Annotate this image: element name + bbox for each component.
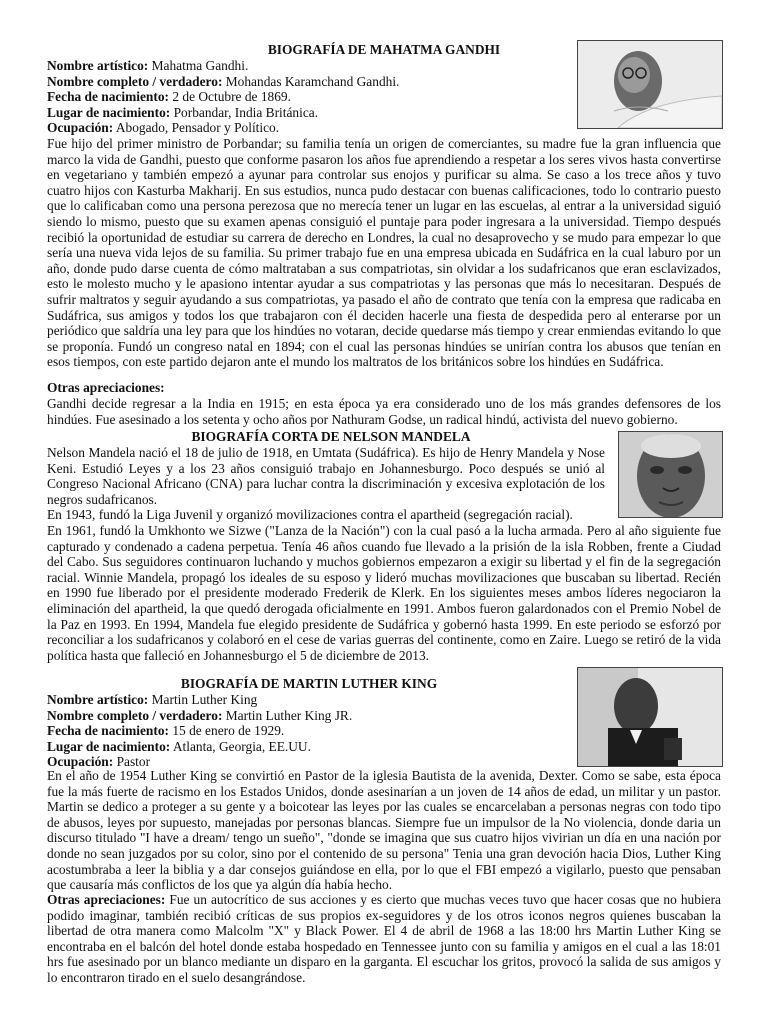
gandhi-field-full-name bbox=[47, 74, 571, 90]
field-value: Mohandas Karamchand Gandhi. bbox=[222, 73, 400, 89]
field-label: Ocupación: bbox=[47, 120, 114, 136]
gandhi-other-body: Gandhi decide regresar a la India en 1915; en esta época ya era considerado uno de los más grandes defensores de los hindúes. Fue asesinado a los setenta y ocho años por Nathuram Godse, un radical hindú, activista del nuevo gobierno. bbox=[47, 396, 721, 427]
mandela-title: BIOGRAFÍA CORTA DE NELSON MANDELA bbox=[191, 429, 471, 444]
gandhi-fields bbox=[47, 58, 571, 136]
mlk-field-stage-name bbox=[47, 692, 571, 708]
mlk-title: BIOGRAFÍA DE MARTIN LUTHER KING bbox=[180, 676, 438, 691]
field-label: Nombre completo / verdadero: bbox=[47, 73, 223, 89]
mlk-other-body: Fue un autocrítico de sus acciones y es cierto que muchas veces tuvo que hacer cosas que no hubiera podido imaginar, también recibió críticas de sus propios ex-seguidores y de los otros iconos negros quienes buscaban la libertad de otra manera como Malcolm "X" y Black Power. El 4 de abril de 1968 a las 18:00 hrs Martin Luther King se encontraba en el balcón del hotel donde estaba hospedado en Tennessee junto con su familia y amigos en el cual a las 18:01 hrs fue asesinado por un blanco mediante un disparo en la garganta. El escuchar los gritos, provocó la salida de sus amigos y lo encontraron tirado en el suelo desangrándose. bbox=[47, 892, 721, 985]
mandela-portrait bbox=[618, 431, 723, 518]
mandela-p2: En 1943, fundó la Liga Juvenil y organizó movilizaciones contra el apartheid (segregación racial). bbox=[47, 507, 573, 522]
field-value: 2 de Octubre de 1869. bbox=[168, 89, 291, 105]
field-value: Porbandar, India Británica. bbox=[170, 104, 319, 120]
mandela-p1: Nelson Mandela nació el 18 de julio de 1918, en Umtata (Sudáfrica). Es hijo de Henry Mandela y Nose Keni. Estudió Leyes y a los 23 años consiguió trabajo en Johannesburgo. Poco después se unió al Congreso Nacional Africano (CNA) para luchar contra la discriminación y excesiva explotación de los negros sudafricanos. bbox=[47, 445, 605, 507]
gandhi-body: Fue hijo del primer ministro de Porbandar; su familia tenía un origen de comerciantes, su madre fue la gran influencia que marco la vida de Gandhi, puesto que conforme pasaron los años fue aprendiendo a respetar a los seres vivos hasta convertirse en vegetariano y también empezó a ayunar para controlar sus enojos y purificar su alma. Se caso a los trece años y tuvo cuatro hijos con Kasturba Makharij. En sus estudios, nunca pudo destacar con buenas calificaciones, todo lo contrario puesto que lo calificaban como una persona perezosa que no merecía tener un lugar en las escuelas, al entrar a la universidad siguió siendo lo mismo, puesto que su examen apenas consiguió el puntaje para poder ingresara a la universidad. Tiempo después recibió la oportunidad de estudiar su carrera de derecho en Londres, la cual no desaprovecho y se mudo para empezar lo que sería una nueva vida lejos de su familia. Su primer trabajo fue en una empresa ubicada en Sudáfrica en la cual laburo por un año, donde pudo darse cuenta de cómo maltrataban a sus compatriotas, sin olvidar a los sudafricanos que eran esclavizados, esto le molesto mucho y le apasiono intentar ayudar a sus compatriotas y las personas que más lo necesitaran. Después de sufrir maltratos y seguir ayudando a sus compatriotas, ya pasado el año de contrato que tenía con la empresa que radicaba en Sudáfrica, sus amigos y todos los que trabajaron con él deciden hacerle una fiesta de despedida pero al enterarse por un periódico que saldría una ley para que los hindúes no votaran, decide quedarse más tiempo y crear enmiendas evitando lo que se proponía. Fundó un congreso natal en 1894; con el cual las personas hindúes se unirían contra los abusos que tenían en esos tiempos, con este partido dejaron ante el mundo los maltratos de los británicos sobre los hindúes en Sudáfrica. bbox=[47, 136, 721, 370]
gandhi-field-birth-place bbox=[47, 105, 571, 121]
mlk-other-label: Otras apreciaciones: bbox=[47, 892, 166, 907]
gandhi-title: BIOGRAFÍA DE MAHATMA GANDHI bbox=[267, 42, 501, 57]
mlk-field-birth-place bbox=[47, 739, 571, 755]
field-label: Lugar de nacimiento: bbox=[47, 104, 171, 120]
field-label: Nombre completo / verdadero: bbox=[47, 707, 223, 723]
field-label: Fecha de nacimiento: bbox=[47, 89, 169, 105]
field-value: 15 de enero de 1929. bbox=[168, 723, 285, 739]
gandhi-field-stage-name bbox=[47, 58, 571, 74]
gandhi-other-label: Otras apreciaciones: bbox=[47, 380, 165, 395]
field-value: Martin Luther King bbox=[148, 692, 258, 707]
field-label: Ocupación: bbox=[47, 754, 114, 770]
mlk-field-birth-date bbox=[47, 723, 571, 739]
mandela-p3: En 1961, fundó la Umkhonto we Sizwe ("Lanza de la Nación") con la cual pasó a la lucha armada. Pero al año siguiente fue capturado y condenado a cadena perpetua. Tenía 46 años cuando fue llevado a la prisión de la isla Robben, frente a Ciudad del Cabo. Sus seguidores continuaron luchando y muchos gobiernos empezaron a exigir su libertad y el fin de la segregación racial. Winnie Mandela, propagó los ideales de su esposo y lideró muchas movilizaciones que buscaban su libertad. Recién en 1990 fue liberado por el presidente moderado Frederik de Klerk. En los siguientes meses ambos líderes negociaron la eliminación del apartheid, la que quedó derogada oficialmente en 1991. Ambos fueron galardonados con el Premio Nobel de la Paz en 1993. En 1994, Mandela fue elegido presidente de Sudáfrica y gobernó hasta 1999. En este periodo se esforzó por reconciliar a los sudafricanos y colaboró en el cese de varias guerras del continente, como en Zaire. Luego se retiró de la vida política hasta que falleció en Johannesburgo el 5 de diciembre de 2013. bbox=[47, 523, 721, 663]
field-label: Nombre artístico: bbox=[47, 692, 149, 707]
mlk-other bbox=[47, 892, 721, 986]
mlk-field-full-name bbox=[47, 708, 571, 724]
gandhi-field-birth-date bbox=[47, 89, 571, 105]
field-label: Nombre artístico: bbox=[47, 58, 149, 73]
field-value: Martin Luther King JR. bbox=[222, 707, 353, 723]
mlk-fields bbox=[47, 692, 571, 770]
field-value: Pastor bbox=[113, 754, 151, 770]
gandhi-field-occupation bbox=[47, 120, 571, 136]
field-label: Fecha de nacimiento: bbox=[47, 723, 169, 739]
field-value: Abogado, Pensador y Político. bbox=[113, 120, 280, 136]
mlk-portrait bbox=[577, 667, 723, 767]
field-value: Atlanta, Georgia, EE.UU. bbox=[170, 738, 311, 754]
field-value: Mahatma Gandhi. bbox=[148, 58, 249, 73]
mlk-body: En el año de 1954 Luther King se convirtió en Pastor de la iglesia Bautista de la avenida, Dexter. Como se sabe, esta época fue la más fuerte de racismo en los Estados Unidos, donde asesinarían a un joven de 14 años de edad, un militar y un pastor. Martin se dedico a proteger a su gente y a boicotear las leyes por las cuales se encarcelaban a personas negras con todo tipo de abusos, leyes por supuesto, manejadas por personas blancas. Siempre fue un impulsor de la No violencia, donde daria un discurso titulado "I have a dream/ tengo un sueño", "donde se imagina que sus cuatro hijos vivirian un día en una nación por donde no sean juzgados por su color, sino por el contenido de su persona" Tenia una gran devoción hacia Dios, Luther King acostumbraba a leer la biblia y a dar consejos guiándose en ella, por lo que el FBI empezó a vigilarlo, puesto que pensaban que causaría más conflictos de los que ya algún día había hecho. bbox=[47, 768, 721, 893]
field-label: Lugar de nacimiento: bbox=[47, 738, 171, 754]
